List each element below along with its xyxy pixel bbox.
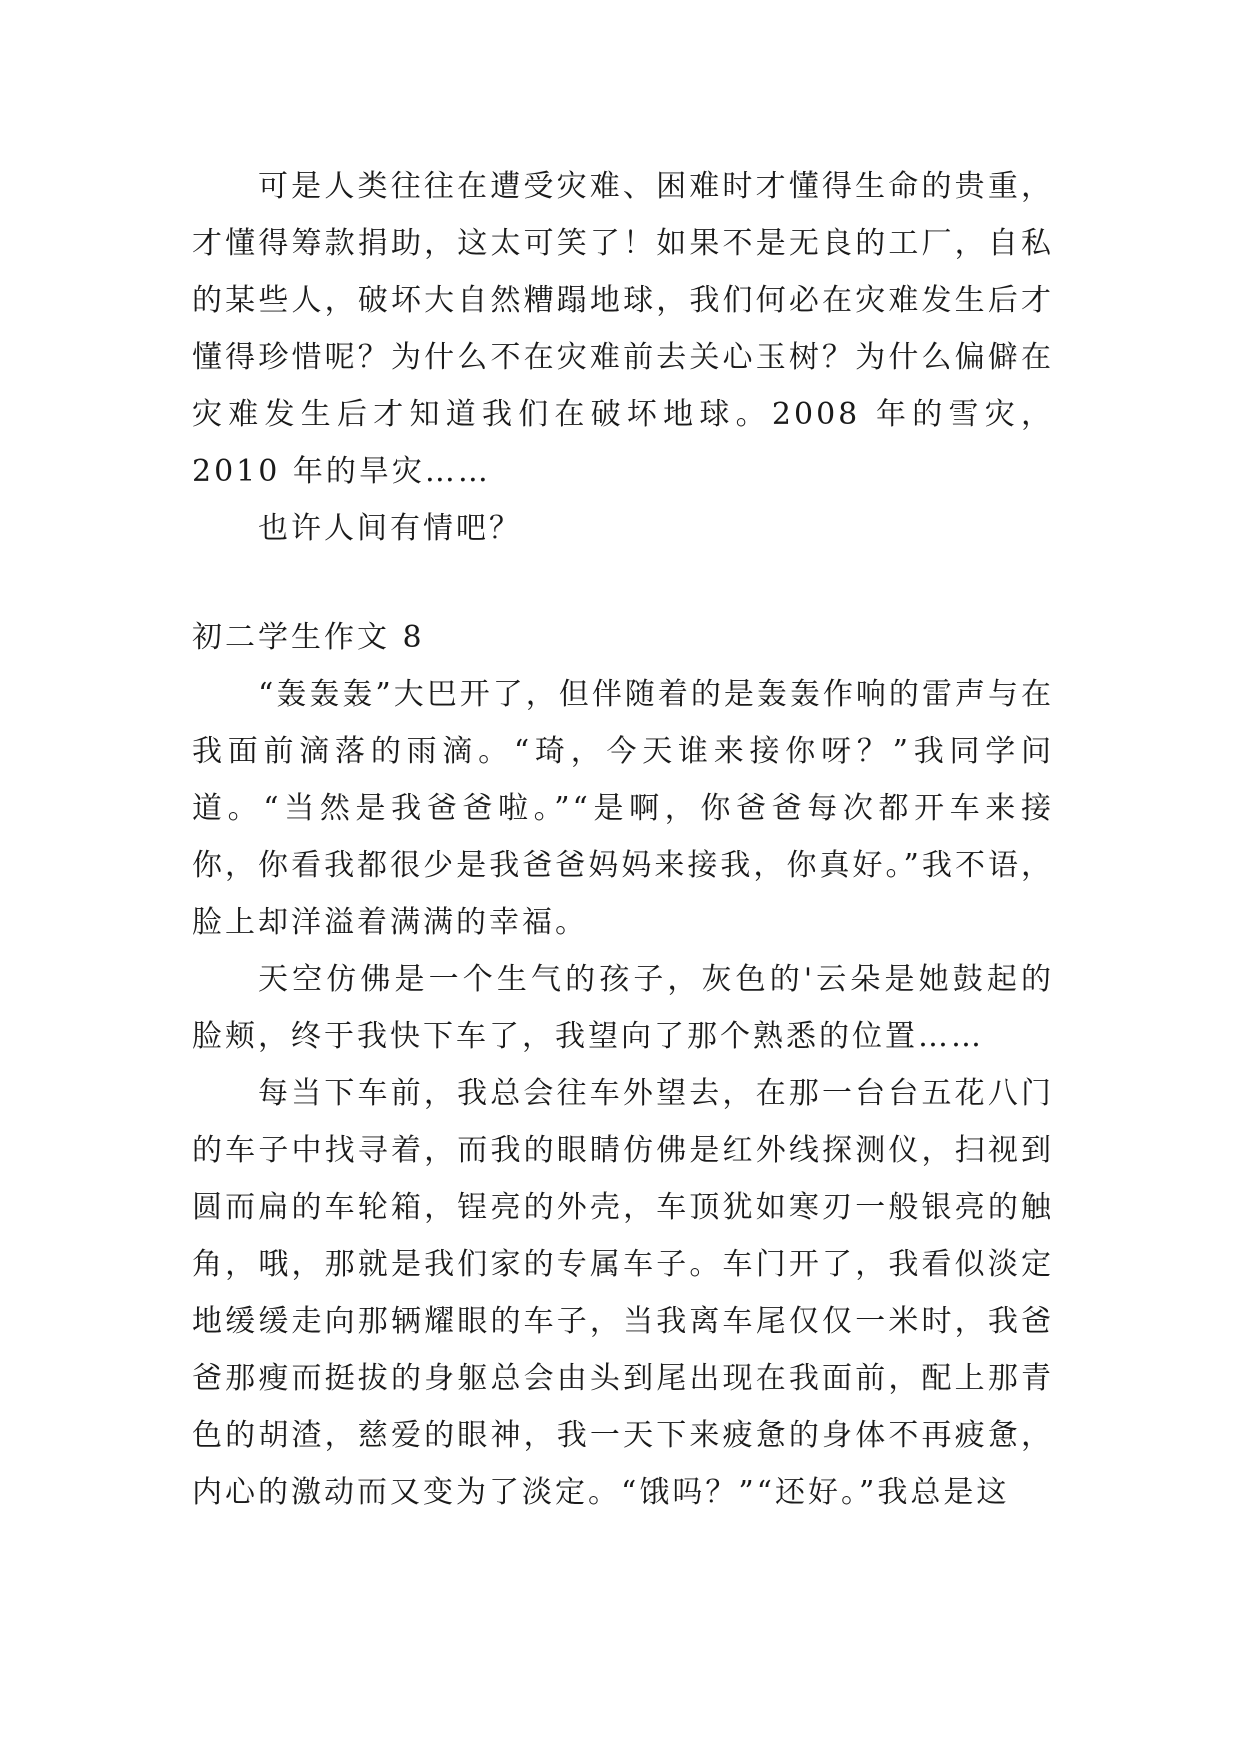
paragraph: 也许人间有情吧？ [258,511,522,546]
section-title: 初二学生作文 8 [192,620,425,655]
document-body [192,158,1054,1521]
paragraph: 天空仿佛是一个生气的孩子，灰色的'云朵是她鼓起的脸颊，终于我快下车了，我望向了那个熟悉的位置…… [192,962,1054,1054]
paragraph: 每当下车前，我总会往车外望去，在那一台台五花八门的车子中找寻着，而我的眼睛仿佛是红外线探测仪，扫视到圆而扁的车轮箱，锃亮的外壳，车顶犹如寒刃一般银亮的触角，哦，那就是我们家的专属车子。车门开了，我看似淡定地缓缓走向那辆耀眼的车子，当我离车尾仅仅一米时，我爸爸那瘦而挺拔的身躯总会由头到尾出现在我面前，配上那青色的胡渣，慈爱的眼神，我一天下来疲惫的身体不再疲惫，内心的激动而又变为了淡定。“饿吗？”“还好。”我总是这 [192,1076,1054,1510]
paragraph: 可是人类往往在遭受灾难、困难时才懂得生命的贵重，才懂得筹款捐助，这太可笑了！如果不是无良的工厂，自私的某些人，破坏大自然糟蹋地球，我们何必在灾难发生后才懂得珍惜呢？为什么不在灾难前去关心玉树？为什么偏僻在灾难发生后才知道我们在破坏地球。2008 年的雪灾，2010 年的旱灾…… [192,169,1054,489]
paragraph: “轰轰轰”大巴开了，但伴随着的是轰轰作响的雷声与在我面前滴落的雨滴。“琦，今天谁来接你呀？”我同学问道。“当然是我爸爸啦。”“是啊，你爸爸每次都开车来接你，你看我都很少是我爸爸妈妈来接我，你真好。”我不语，脸上却洋溢着满满的幸福。 [192,677,1054,940]
section-spacer [192,557,1054,609]
